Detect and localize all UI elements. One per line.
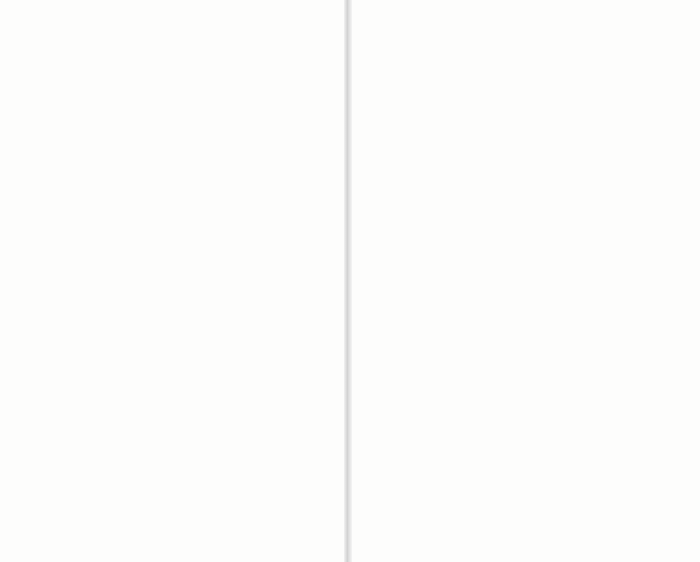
left-page [0,0,346,562]
right-page [350,0,700,562]
book-gutter [344,0,352,562]
